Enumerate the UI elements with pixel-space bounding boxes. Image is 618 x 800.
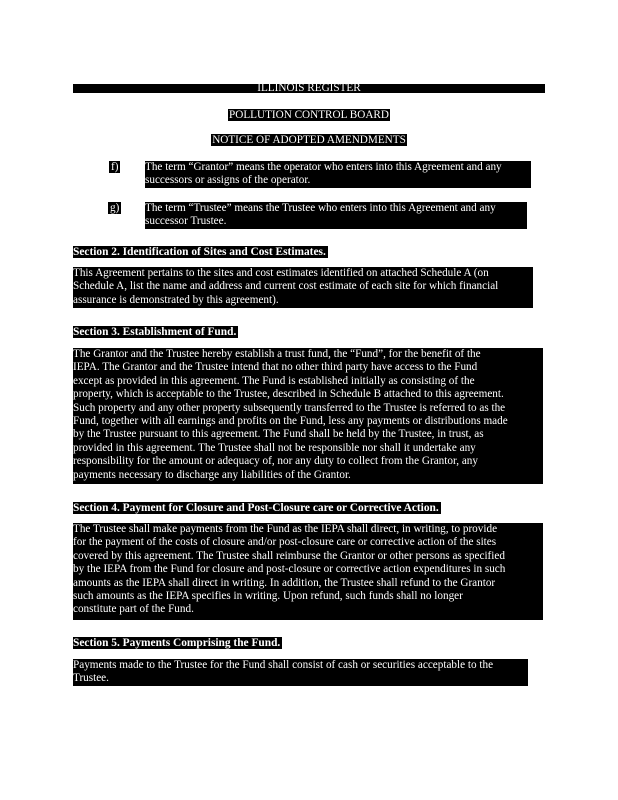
section-2-heading: Section 2. Identification of Sites and Cost Estimates. — [73, 246, 326, 258]
section-3-line: Such property and any other property subsequently transferred to the Trustee is referred to as the — [73, 401, 506, 414]
section-3-line: payments necessary to discharge any liabilities of the Grantor. — [73, 468, 351, 481]
section-4-line: The Trustee shall make payments from the Fund as the IEPA shall direct, in writing, to provide — [73, 523, 498, 535]
section-5-line: Trustee. — [73, 672, 109, 685]
section-4-line: for the payment of the costs of closure and/or post-closure care or corrective action of the sites — [73, 536, 497, 549]
section-2-line: assurance is demonstrated by this agreement). — [73, 293, 279, 306]
definition-f-line: successors or assigns of the operator. — [145, 174, 311, 187]
section-3-line: IEPA. The Grantor and the Trustee intend that no other third party have access to the Fund — [73, 361, 478, 374]
definition-f-text — [145, 161, 531, 188]
section-5-heading: Section 5. Payments Comprising the Fund. — [73, 637, 281, 649]
section-5-body — [73, 659, 528, 686]
section-3-line: Fund, together with all earnings and profits on the Fund, less any payments or distributions made — [73, 415, 508, 428]
section-2-body — [73, 267, 533, 308]
definition-f-label: f) — [111, 161, 119, 173]
definition-g-text — [145, 202, 527, 229]
definition-g-line: successor Trustee. — [145, 215, 227, 228]
definition-f-line: The term “Grantor” means the operator who enters into this Agreement and any — [145, 161, 502, 173]
section-3-line: except as provided in this agreement. The Fund is established initially as consisting of the — [73, 374, 475, 387]
section-2-line: Schedule A, list the name and address and current cost estimate of each site for which financial — [73, 280, 499, 293]
section-4-line: by the IEPA from the Fund for closure and post-closure or corrective action expenditures in such — [73, 563, 506, 576]
notice-title: NOTICE OF ADOPTED AMENDMENTS — [212, 134, 406, 146]
section-3-line: property, which is acceptable to the Trustee, described in Schedule B attached to this agreement. — [73, 388, 504, 401]
section-4-line: such amounts as the IEPA specifies in writing. Upon refund, such funds shall no longer — [73, 590, 463, 603]
section-4-heading: Section 4. Payment for Closure and Post-Closure care or Corrective Action. — [73, 502, 439, 514]
section-3-line: provided in this agreement. The Trustee shall not be responsible nor shall it undertake any — [73, 441, 476, 454]
section-2-line: This Agreement pertains to the sites and cost estimates identified on attached Schedule A (on — [73, 267, 489, 279]
section-4-line: constitute part of the Fund. — [73, 603, 194, 616]
section-3-line: The Grantor and the Trustee hereby establish a trust fund, the “Fund”, for the benefit of the — [73, 348, 481, 360]
section-3-line: responsibility for the amount or adequacy of, nor any duty to collect from the Grantor, any — [73, 455, 478, 468]
section-4-body — [73, 523, 543, 620]
section-3-body — [73, 348, 543, 484]
definition-g-line: The term “Trustee” means the Trustee who enters into this Agreement and any — [145, 202, 496, 214]
definition-g-label: g) — [110, 202, 120, 214]
register-title: ILLINOIS REGISTER — [257, 82, 361, 94]
section-4-line: covered by this agreement. The Trustee shall reimburse the Grantor or other persons as specified — [73, 549, 505, 562]
section-5-line: Payments made to the Trustee for the Fund shall consist of cash or securities acceptable to the — [73, 659, 494, 671]
board-title: POLLUTION CONTROL BOARD — [229, 109, 389, 121]
section-3-heading: Section 3. Establishment of Fund. — [73, 326, 237, 338]
section-3-line: by the Trustee pursuant to this agreement. The Fund shall be held by the Trustee, in trust, as — [73, 428, 484, 441]
section-4-line: amounts as the IEPA shall direct in writing. In addition, the Trustee shall refund to the Grantor — [73, 576, 496, 589]
